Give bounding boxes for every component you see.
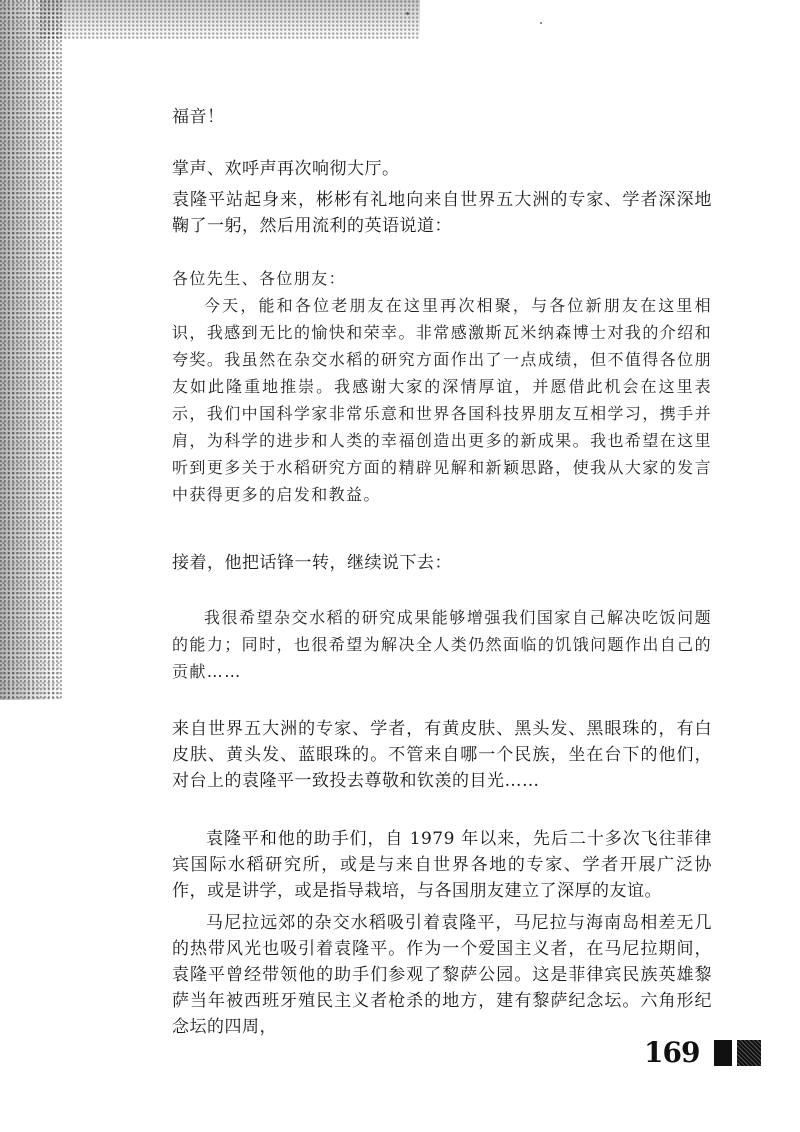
paragraph-fuyin: 福音！: [172, 107, 225, 127]
paragraph-transition: 接着，他把话锋一转，继续说下去：: [172, 553, 452, 573]
paragraph-applause: 掌声、欢呼声再次响彻大厅。: [172, 159, 400, 179]
speech-second: 我很希望杂交水稻的研究成果能够增强我们国家自己解决吃饭问题的能力；同时，也很希望为解决全人类仍然面临的饥饿问题作出自己的贡献……: [172, 608, 712, 681]
speech-greeting: 各位先生、各位朋友：: [172, 269, 347, 288]
scan-speck: [406, 12, 409, 15]
paragraph-manila: 马尼拉远郊的杂交水稻吸引着袁隆平，马尼拉与海南岛相差无几的热带风光也吸引着袁隆平。作为一个爱国主义者，在马尼拉期间，袁隆平曾经带领他的助手们参观了黎萨公园。这是菲律宾民族英雄黎萨当年被西班牙殖民主义者枪杀的地方，建有黎萨纪念坛。六角形纪念坛的四周，: [172, 913, 712, 1037]
paragraph-audience: 来自世界五大洲的专家、学者，有黄皮肤、黑头发、黑眼珠的，有白皮肤、黄头发、蓝眼珠的。不管来自哪一个民族，坐在台下的他们，对台上的袁隆平一致投去尊敬和钦羡的目光……: [172, 719, 712, 791]
page-number: 169: [644, 1036, 700, 1069]
page-marker-pattern: [737, 1040, 761, 1066]
paragraph-yuan-stands: 袁隆平站起身来，彬彬有礼地向来自世界五大洲的专家、学者深深地鞠了一躬，然后用流利的英语说道：: [172, 190, 712, 236]
scan-shadow-left: [0, 0, 62, 700]
scan-speck: [540, 22, 542, 24]
scan-shadow-top: [40, 0, 420, 40]
speech-body: 今天，能和各位老朋友在这里再次相聚，与各位新朋友在这里相识，我感到无比的愉快和荣幸。非常感激斯瓦米纳森博士对我的介绍和夸奖。我虽然在杂交水稻的研究方面作出了一点成绩，但不值得各位朋友如此隆重地推崇。我感谢大家的深情厚谊，并愿借此机会在这里表示，我们中国科学家非常乐意和世界各国科技界朋友互相学习，携手并肩，为科学的进步和人类的幸福创造出更多的新成果。我也希望在这里听到更多关于水稻研究方面的精辟见解和新颖思路，使我从大家的发言中获得更多的启发和教益。: [172, 296, 712, 504]
page-marker-block: [714, 1040, 732, 1066]
paragraph-irri: 袁隆平和他的助手们，自 1979 年以来，先后二十多次飞往菲律宾国际水稻研究所，或是与来自世界各地的专家、学者开展广泛协作，或是讲学，或是指导栽培，与各国朋友建立了深厚的友谊。: [172, 829, 712, 901]
